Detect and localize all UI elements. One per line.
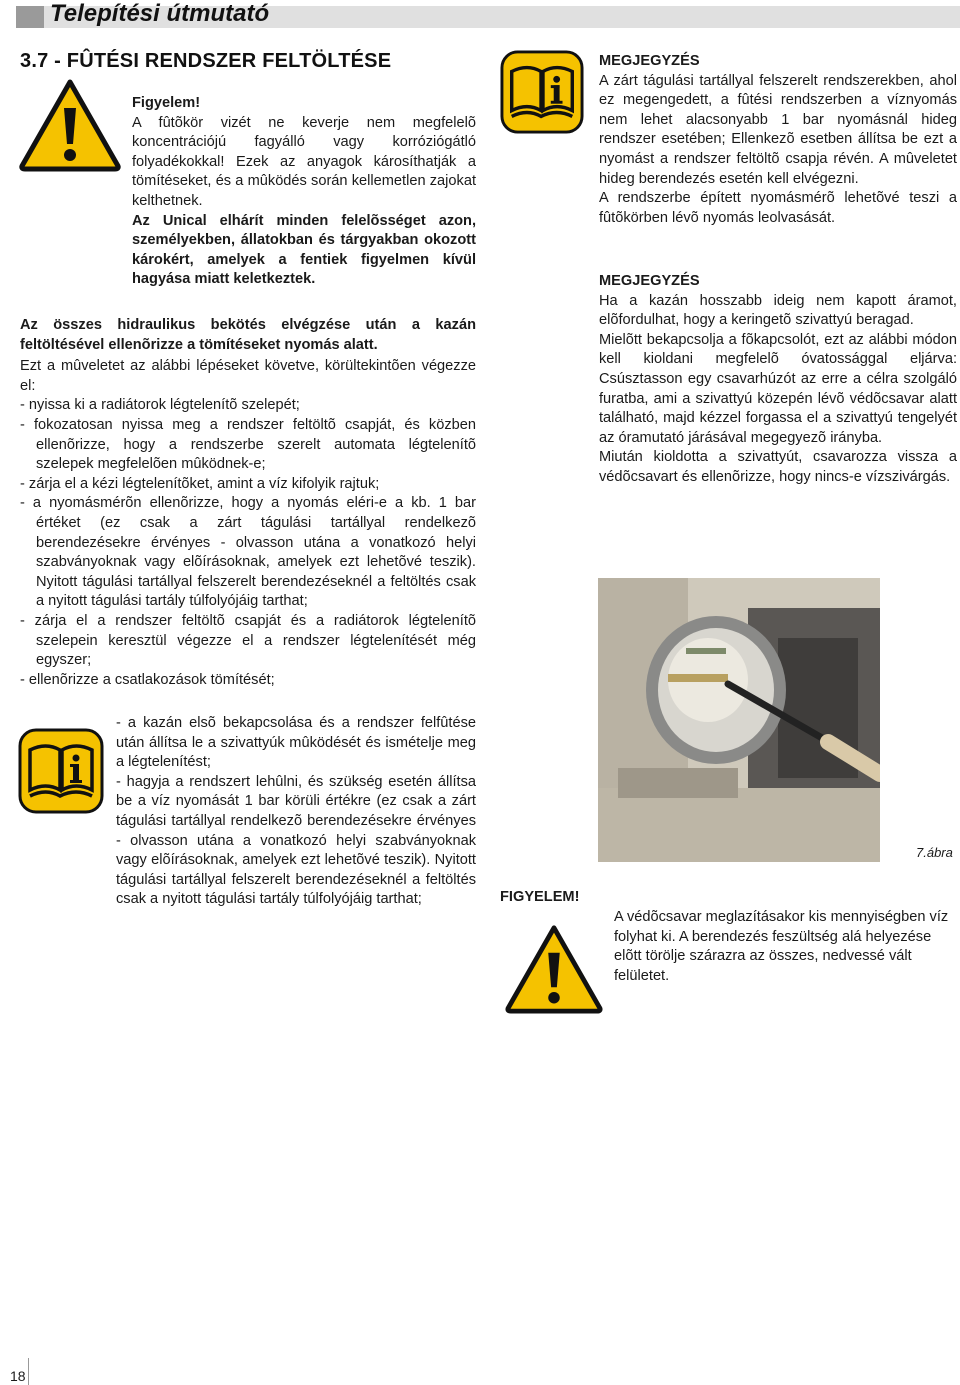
warning-top-block	[132, 94, 476, 290]
page-number: 18	[10, 1368, 26, 1384]
warning-bottom-line: A védõcsavar meglazításakor kis mennyiségben víz folyhat ki. A berendezés feszültség alá helyezése elõtt törölje szárazra az összes, nedvessé vált felületet.	[614, 909, 949, 984]
manual-info-icon	[500, 50, 584, 134]
page-rule	[28, 1358, 29, 1385]
pump-photo	[598, 578, 880, 862]
note-2-heading: MEGJEGYZÉS	[599, 273, 700, 289]
warning-top-liability: Az Unical elhárít minden felelõsséget azon, személyekben, állatokban és tárgyakban okozott károkért, amelyek a fentiek figyelmen kívül hagyása miatt keletkeztek.	[132, 212, 476, 288]
step-item: - nyissa ki a radiátorok légtelenítõ szelepét;	[20, 397, 300, 414]
warning-bottom-text	[500, 908, 958, 986]
step-item: - ellenõrizze a csatlakozások tömítését;	[20, 671, 275, 688]
note-1-text: A zárt tágulási tartállyal felszerelt rendszerekben, ahol ez megengedett, a fûtési rendszerben a víznyomás nem lehet alacsonyabb 1 bar nyomásnál hideg rendszer esetében; Ellenkezõ esetben állítsa be ezt a nyomást a rendszer feltöltõ csapja révén. A mûveletet hideg berendezés esetén kell elvégezni.	[599, 72, 957, 187]
warning-bottom-block	[500, 888, 958, 908]
main-bold-intro: Az összes hidraulikus bekötés elvégzése után a kazán feltöltésével ellenõrizze a tömítéseket nyomás alatt.	[20, 317, 476, 353]
step-item: - hagyja a rendszert lehûlni, és szükség esetén állítsa be a víz nyomását 1 bar körüli értékre (ez csak a zárt tágulási tartállyal rendelkezõ berendezésekre érvényes - olvasson utána a vonatkozó helyi szabványoknak vagy elõírásoknak, amelyek ezt lehetõvé teszik). Nyitott tágulási tartállyal felszerelt berendezéseknél a feltöltés csak a nyitott tágulási tartály túlfolyójáig tarthat;	[116, 773, 476, 908]
step-item: - a nyomásmérõn ellenõrizze, hogy a nyomás eléri-e a kb. 1 bar értéket (ez csak a zárt tágulási tartállyal rendelkezõ berendezésekre érvényes - olvasson utána a vonatkozó helyi szabványoknak vagy elõírásoknak, amelyek ezt lehetõvé teszik). Nyitott tágulási tartállyal felszerelt berendezéseknél a feltöltés csak a nyitott tágulási tartály túlfolyójáig tarthat;	[20, 495, 476, 610]
note-1	[599, 52, 957, 228]
figure-label: 7.ábra	[916, 845, 953, 860]
warning-bottom-heading: FIGYELEM!	[500, 889, 580, 905]
note-2-text-2: Mielõtt bekapcsolja a fõkapcsolót, ezt az alábbi módon kell kioldani megfelelõ óvatossággal eljárva: Csúsztasson egy csavarhúzót az erre a célra szolgáló furatba, ami a szivattyú közepén lévõ védõcsavar alatt található, majd kézzel forgassa el a szivattyú tengelyét az óramutató járásával megegyezõ irányba.	[599, 331, 957, 446]
warning-top-heading: Figyelem!	[132, 95, 201, 111]
note-1-text-2: A rendszerbe épített nyomásmérõ lehetõvé teszi a fûtõkörben lévõ nyomás leolvasását.	[599, 190, 957, 226]
steps-continued	[116, 714, 476, 910]
main-column	[20, 316, 476, 690]
step-item: - a kazán elsõ bekapcsolása és a rendszer felfûtése után állítsa le a szivattyúk mûködését és ismételje meg a légtelenítést;	[116, 715, 476, 771]
step-item: - fokozatosan nyissa meg a rendszer feltöltõ csapját, és közben ellenõrizze, hogy a rendszerbe szerelt automata légtelenítõ szelepek megfelelõen mûködnek-e;	[20, 416, 476, 473]
note-2-text-3: Miután kioldotta a szivattyút, csavarozza vissza a védõcsavart és ellenõrizze, hogy nincs-e vízszivárgás.	[599, 449, 957, 485]
note-1-heading: MEGJEGYZÉS	[599, 53, 700, 69]
section-title: 3.7 - FÛTÉSI RENDSZER FELTÖLTÉSE	[20, 50, 392, 72]
warning-bottom-text-block	[500, 908, 958, 988]
step-item: - zárja el a kézi légtelenítõket, amint a víz kifolyik rajtuk;	[20, 475, 380, 492]
page-header-title: Telepítési útmutató	[50, 0, 270, 27]
note-2-text: Ha a kazán hosszabb ideig nem kapott áramot, elõfordulhat, hogy a keringetõ szivattyú beragad.	[599, 292, 957, 329]
warning-triangle-icon	[18, 78, 122, 172]
step-item: - zárja el a rendszer feltöltõ csapját és a radiátorok légtelenítõ szelepein keresztül végezze el a rendszer légtelenítését még egyszer;	[20, 612, 476, 669]
main-intro: Ezt a mûveletet az alábbi lépéseket követve, körültekintõen végezze el:	[20, 358, 476, 394]
warning-top-text: A fûtõkör vizét ne keverje nem megfelelõ koncentrációjú fagyálló vagy korróziógátló folyadékokkal! Ezek az anyagok károsíthatják a tömítéseket, és a mûködés során kellemetlen zajokat kelthetnek.	[132, 114, 476, 209]
header-marker	[16, 6, 44, 28]
manual-info-icon	[18, 728, 104, 814]
note-2	[599, 272, 957, 488]
